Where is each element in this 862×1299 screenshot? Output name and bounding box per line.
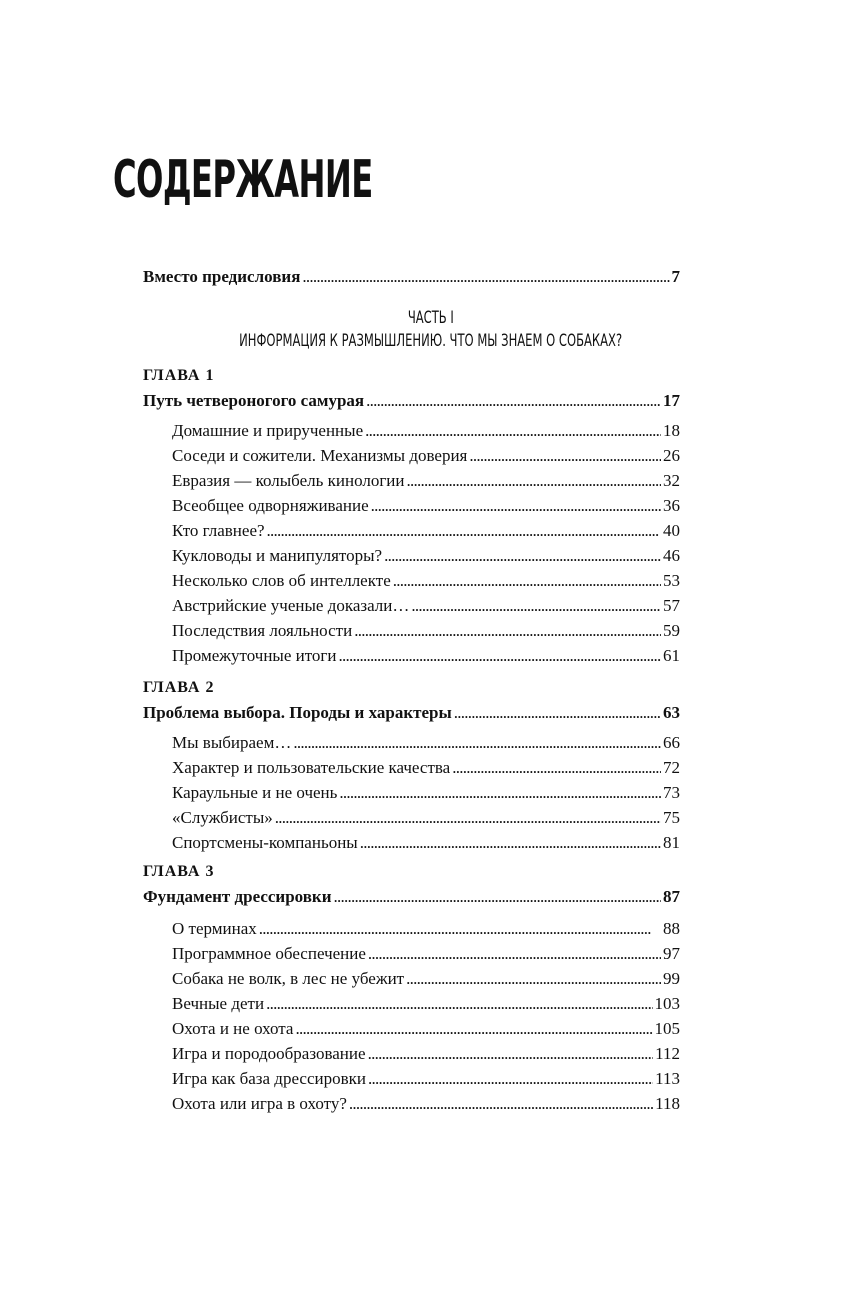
toc-entry-title: Промежуточные итоги bbox=[172, 646, 337, 665]
dot-leader bbox=[339, 645, 661, 667]
toc-entry-page: 53 bbox=[663, 571, 680, 590]
toc-entry-title: О терминах bbox=[172, 919, 257, 938]
toc-section-entry[interactable] bbox=[172, 520, 680, 542]
toc-entry-page: 87 bbox=[663, 887, 680, 906]
toc-section-entry[interactable] bbox=[172, 943, 680, 965]
toc-entry-title: Охота и не охота bbox=[172, 1019, 294, 1038]
toc-entry-title: Фундамент дрессировки bbox=[143, 887, 332, 906]
toc-section-entry[interactable] bbox=[172, 968, 680, 990]
toc-section-entry[interactable] bbox=[172, 1018, 680, 1040]
toc-section-entry[interactable] bbox=[172, 1068, 680, 1090]
toc-section-entry[interactable] bbox=[172, 1093, 680, 1115]
dot-leader bbox=[354, 620, 661, 642]
part-title bbox=[0, 330, 862, 352]
toc-entry-title: Соседи и сожители. Механизмы доверия bbox=[172, 446, 468, 465]
toc-section-entry[interactable] bbox=[172, 570, 680, 592]
toc-section-entry[interactable] bbox=[172, 620, 680, 642]
toc-entry-title: Австрийские ученые доказали… bbox=[172, 596, 410, 615]
dot-leader bbox=[393, 570, 661, 592]
dot-leader bbox=[452, 757, 661, 779]
dot-leader bbox=[454, 702, 661, 724]
dot-leader bbox=[339, 782, 661, 804]
toc-entry-page: 97 bbox=[663, 944, 680, 963]
toc-chapter-entry[interactable] bbox=[143, 702, 680, 724]
dot-leader bbox=[293, 732, 661, 754]
toc-entry-page: 40 bbox=[663, 521, 680, 540]
toc-entry-page: 73 bbox=[663, 783, 680, 802]
toc-entry-title: Мы выбираем… bbox=[172, 733, 292, 752]
toc-entry-title: Домашние и прирученные bbox=[172, 421, 364, 440]
toc-section-entry[interactable] bbox=[172, 595, 680, 617]
dot-leader bbox=[275, 807, 661, 829]
toc-section-entry[interactable] bbox=[172, 420, 680, 442]
toc-entry-title: Охота или игра в охоту? bbox=[172, 1094, 347, 1113]
toc-section-entry[interactable] bbox=[172, 832, 680, 854]
toc-entry-page: 105 bbox=[654, 1019, 680, 1038]
dot-leader bbox=[366, 390, 661, 412]
toc-entry-title: Проблема выбора. Породы и характеры bbox=[143, 703, 452, 722]
toc-entry-title: Собака не волк, в лес не убежит bbox=[172, 969, 405, 988]
dot-leader bbox=[334, 886, 661, 908]
chapter-label: ГЛАВА 3 bbox=[143, 863, 215, 880]
dot-leader bbox=[360, 832, 661, 854]
dot-leader bbox=[267, 520, 661, 542]
toc-section-entry[interactable] bbox=[172, 993, 680, 1015]
toc-section-entry[interactable] bbox=[172, 807, 680, 829]
toc-entry-title: Несколько слов об интеллекте bbox=[172, 571, 391, 590]
toc-section-entry[interactable] bbox=[172, 470, 680, 492]
toc-entry-title: Игра как база дрессировки bbox=[172, 1069, 366, 1088]
toc-entry-title: Вместо предисловия bbox=[143, 267, 301, 286]
dot-leader bbox=[295, 1018, 652, 1040]
toc-entry-title: Караульные и не очень bbox=[172, 783, 338, 802]
toc-entry-title: Кто главнее? bbox=[172, 521, 265, 540]
toc-entry-page: 72 bbox=[663, 758, 680, 777]
chapter-label: ГЛАВА 1 bbox=[143, 367, 215, 384]
toc-section-entry[interactable] bbox=[172, 495, 680, 517]
toc-entry-title: Евразия — колыбель кинологии bbox=[172, 471, 405, 490]
chapter-label: ГЛАВА 2 bbox=[143, 679, 215, 696]
toc-section-entry[interactable] bbox=[172, 645, 680, 667]
dot-leader bbox=[371, 495, 661, 517]
part-number-text: ЧАСТЬ I bbox=[408, 308, 454, 328]
dot-leader bbox=[368, 943, 661, 965]
dot-leader bbox=[407, 470, 661, 492]
toc-entry-page: 113 bbox=[655, 1069, 680, 1088]
toc-entry-page: 75 bbox=[663, 808, 680, 827]
toc-entry-title: Всеобщее одворняживание bbox=[172, 496, 369, 515]
toc-entry-title: Спортсмены-компаньоны bbox=[172, 833, 358, 852]
toc-entry-page: 57 bbox=[663, 596, 680, 615]
toc-entry-title: Кукловоды и манипуляторы? bbox=[172, 546, 383, 565]
toc-section-entry[interactable] bbox=[172, 757, 680, 779]
page-title: СОДЕРЖАНИЕ bbox=[113, 150, 373, 210]
dot-leader bbox=[411, 595, 661, 617]
toc-entry-page: 112 bbox=[655, 1044, 680, 1063]
toc-entry-title: Характер и пользовательские качества bbox=[172, 758, 451, 777]
dot-leader bbox=[384, 545, 661, 567]
toc-entry-page: 59 bbox=[663, 621, 680, 640]
toc-chapter-entry[interactable] bbox=[143, 886, 680, 908]
dot-leader bbox=[365, 420, 661, 442]
dot-leader bbox=[349, 1093, 653, 1115]
toc-entry-foreword[interactable] bbox=[143, 266, 680, 288]
part-number bbox=[0, 307, 862, 329]
toc-entry-title: Путь четвероногого самурая bbox=[143, 391, 365, 410]
toc-chapter-entry[interactable] bbox=[143, 390, 680, 412]
dot-leader bbox=[368, 1068, 653, 1090]
toc-section-entry[interactable] bbox=[172, 918, 680, 940]
dot-leader bbox=[368, 1043, 654, 1065]
toc-entry-title: «Службисты» bbox=[172, 808, 273, 827]
toc-entry-title: Программное обеспечение bbox=[172, 944, 366, 963]
dot-leader bbox=[469, 445, 661, 467]
toc-entry-page: 17 bbox=[663, 391, 680, 410]
toc-entry-page: 66 bbox=[663, 733, 680, 752]
dot-leader bbox=[259, 918, 661, 940]
toc-entry-page: 81 bbox=[663, 833, 680, 852]
toc-entry-page: 36 bbox=[663, 496, 680, 515]
toc-entry-page: 61 bbox=[663, 646, 680, 665]
toc-entry-title: Последствия лояльности bbox=[172, 621, 353, 640]
toc-entry-page: 18 bbox=[663, 421, 680, 440]
toc-entry-title: Вечные дети bbox=[172, 994, 265, 1013]
toc-entry-page: 103 bbox=[654, 994, 680, 1013]
toc-section-entry[interactable] bbox=[172, 545, 680, 567]
toc-entry-page: 46 bbox=[663, 546, 680, 565]
toc-section-entry[interactable] bbox=[172, 732, 680, 754]
toc-section-entry[interactable] bbox=[172, 782, 680, 804]
toc-entry-page: 99 bbox=[663, 969, 680, 988]
dot-leader bbox=[406, 968, 661, 990]
toc-section-entry[interactable] bbox=[172, 1043, 680, 1065]
dot-leader bbox=[266, 993, 652, 1015]
toc-entry-title: Игра и породообразование bbox=[172, 1044, 366, 1063]
toc-entry-page: 7 bbox=[671, 267, 680, 286]
dot-leader bbox=[302, 266, 669, 288]
toc-entry-page: 26 bbox=[663, 446, 680, 465]
toc-entry-page: 118 bbox=[655, 1094, 680, 1113]
toc-entry-page: 63 bbox=[663, 703, 680, 722]
toc-section-entry[interactable] bbox=[172, 445, 680, 467]
toc-entry-page: 88 bbox=[663, 919, 680, 938]
part-title-text: ИНФОРМАЦИЯ К РАЗМЫШЛЕНИЮ. ЧТО МЫ ЗНАЕМ О СОБАКАХ? bbox=[239, 331, 623, 351]
toc-entry-page: 32 bbox=[663, 471, 680, 490]
